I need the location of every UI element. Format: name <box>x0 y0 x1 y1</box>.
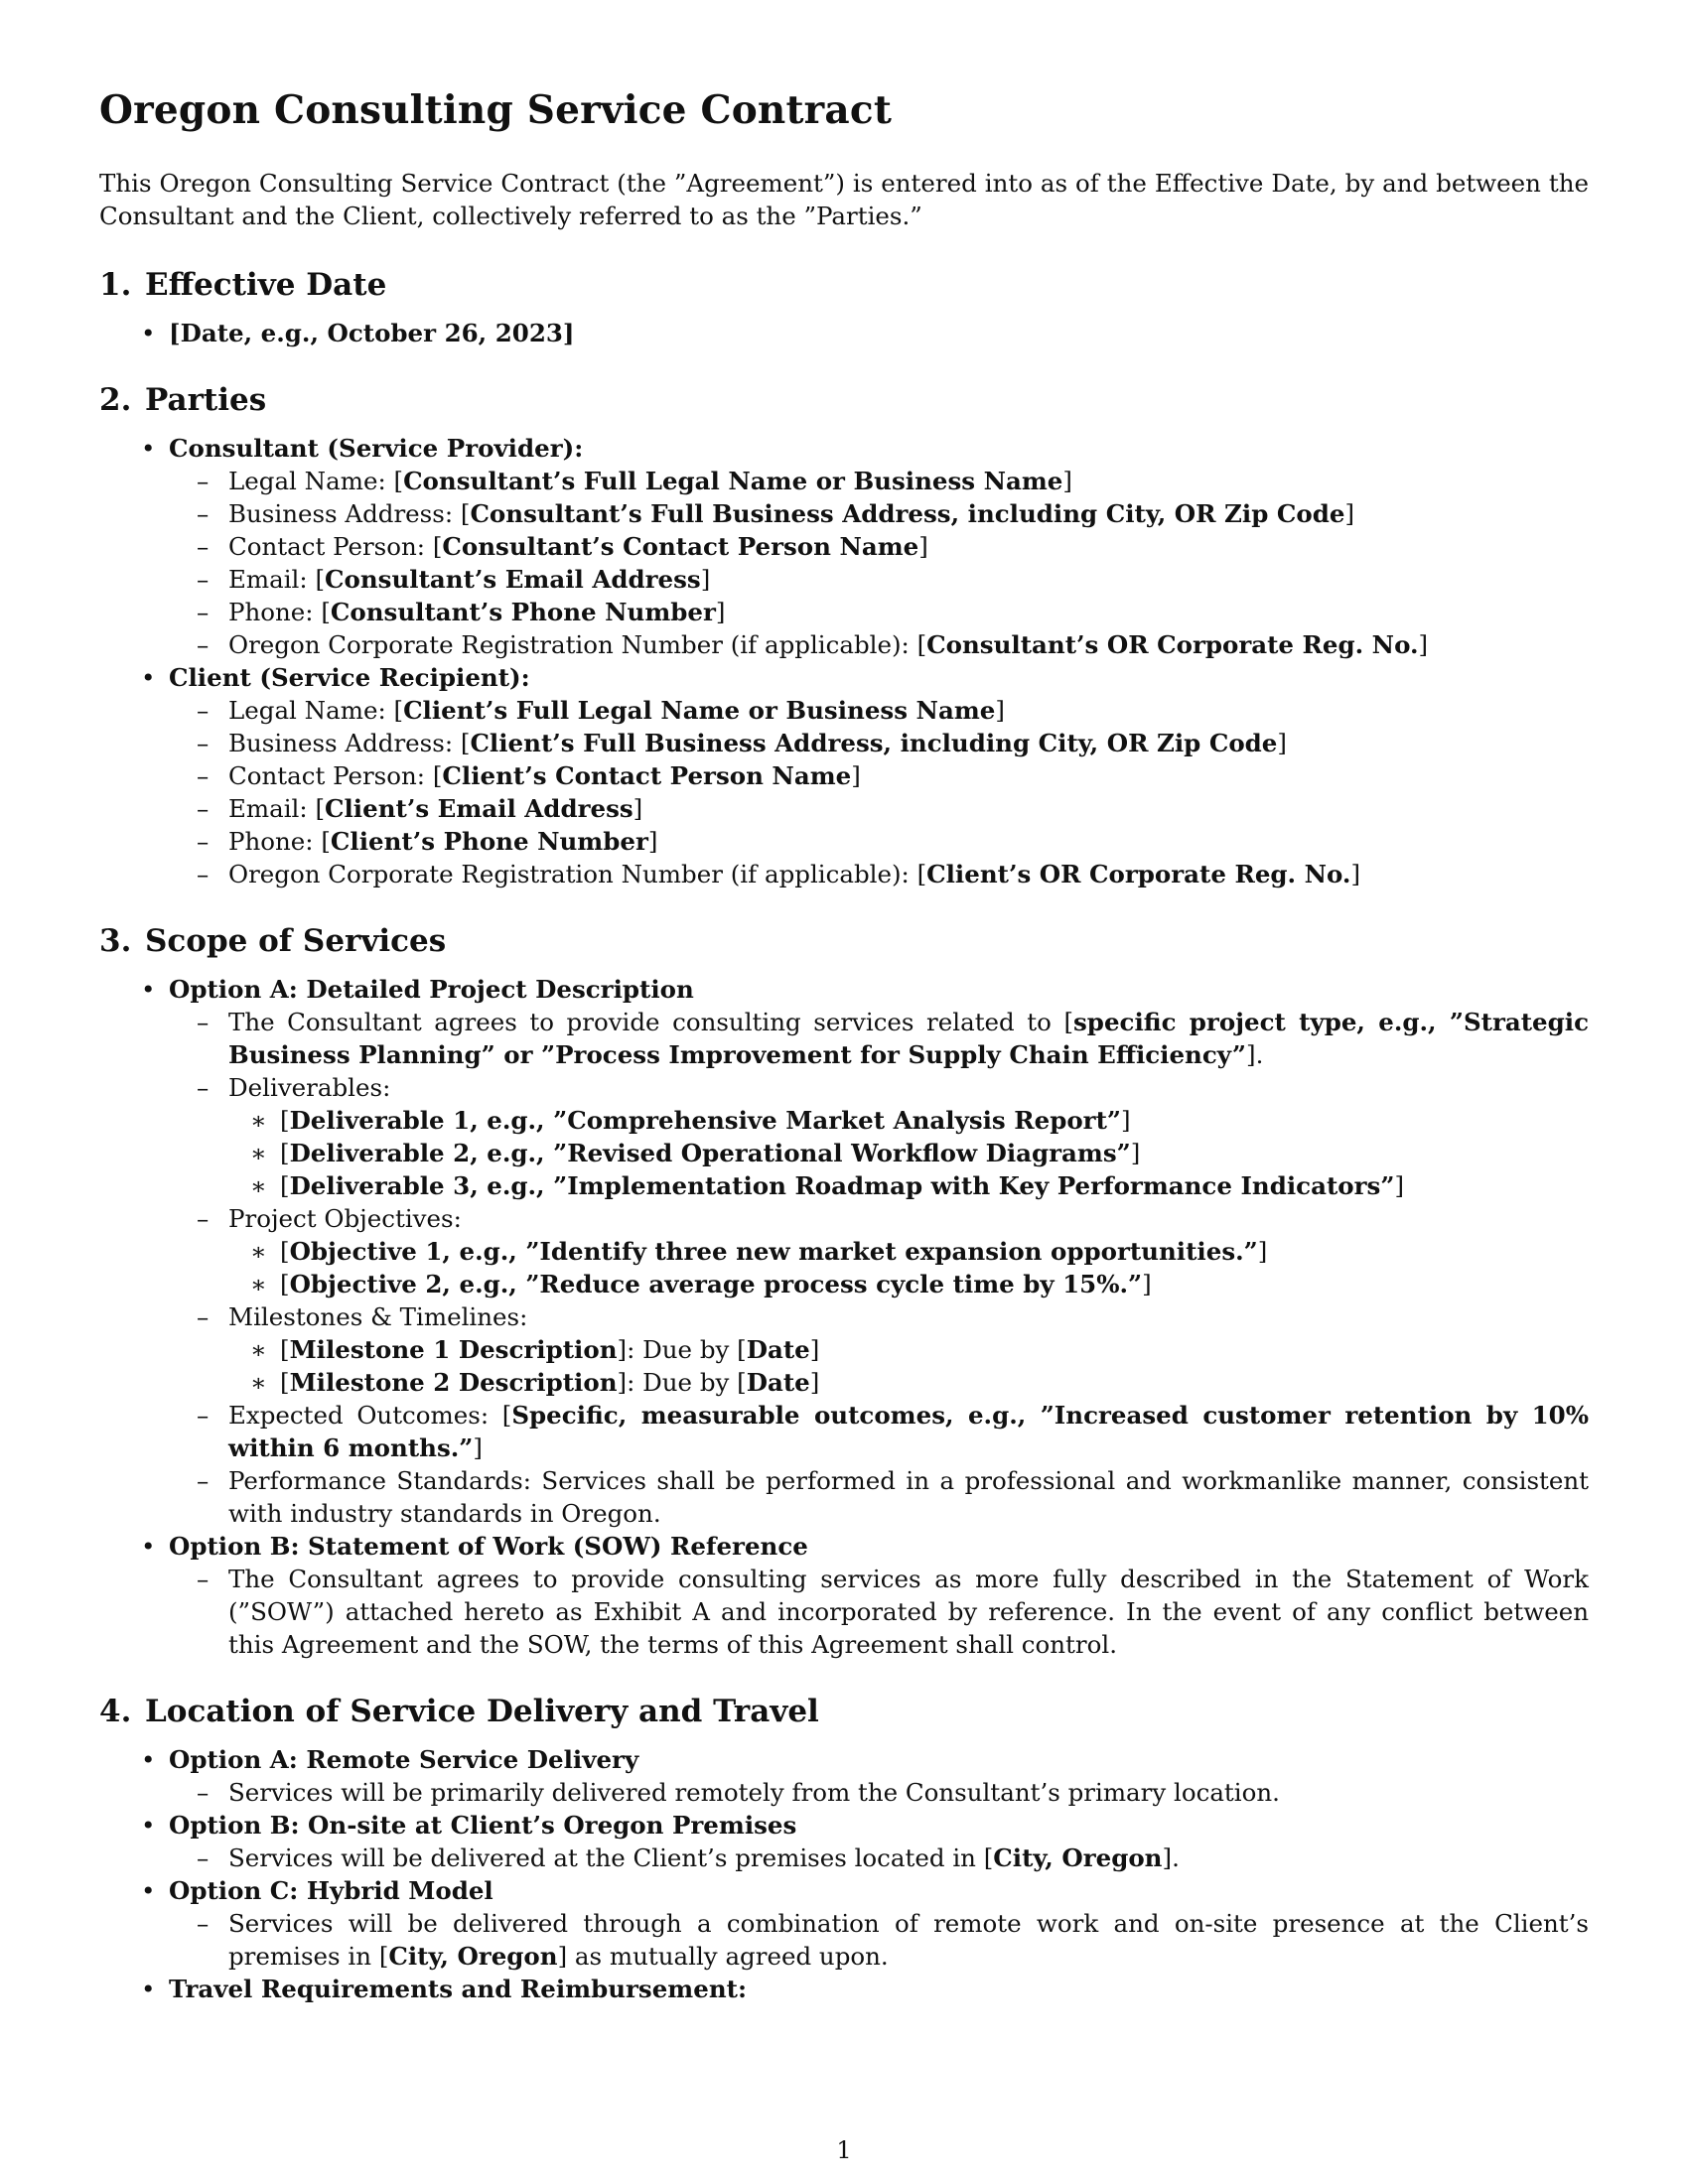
objectives-item: – Project Objectives: ∗ [Objective 1, e.g., ”Identify three new market expansion opportunities.”] ∗ [Objective 2, e.g., ”Reduce average process cycle time by 15%.”] <box>228 1202 1589 1300</box>
list-item: – Phone: [Consultant’s Phone Number] <box>228 596 1589 628</box>
list-item: – Business Address: [Client’s Full Business Address, including City, OR Zip Code] <box>228 727 1589 759</box>
client-block: • Client (Service Recipient): – Legal Name: [Client’s Full Legal Name or Business Name] – Business Address: [Client’s Full Business Address, including City, OR Zip Code] – Contact Person: [Client’s Contact Person Name] – Email: [Client’s Email Address] – Phone: [Client’s Phone Number] – Oregon Corporate Registration Number (if applicable): [Client’s OR Corporate Reg. No.] <box>169 661 1589 890</box>
list-item: ∗ [Objective 2, e.g., ”Reduce average process cycle time by 15%.”] <box>280 1268 1589 1300</box>
section-heading: 1. Effective Date <box>99 267 387 303</box>
document-page <box>99 87 1589 2038</box>
list-item: – Legal Name: [Consultant’s Full Legal Name or Business Name] <box>228 465 1589 497</box>
list-item: – Contact Person: [Client’s Contact Person Name] <box>228 759 1589 792</box>
section-location <box>99 1694 1589 2005</box>
list-item: – Email: [Consultant’s Email Address] <box>228 563 1589 596</box>
section-effective-date <box>99 267 1589 349</box>
list-item: – Performance Standards: Services shall be performed in a professional and workmanlike manner, consistent with industry standards in Oregon. <box>228 1464 1589 1530</box>
section-heading: 4. Location of Service Delivery and Travel <box>99 1694 819 1729</box>
list-item: – Email: [Client’s Email Address] <box>228 792 1589 825</box>
effective-date-item: • [Date, e.g., October 26, 2023] <box>169 317 1589 349</box>
section-parties <box>99 382 1589 890</box>
list-item: ∗ [Deliverable 3, e.g., ”Implementation Roadmap with Key Performance Indicators”] <box>280 1169 1589 1202</box>
list-item: – Phone: [Client’s Phone Number] <box>228 825 1589 858</box>
list-item: – The Consultant agrees to provide consulting services as more fully described in the Statement of Work (”SOW”) attached hereto as Exhibit A and incorporated by reference. In the event of any conflict between this Agreement and the SOW, the terms of this Agreement shall control. <box>228 1563 1589 1661</box>
option-b-block: • Option B: Statement of Work (SOW) Reference – The Consultant agrees to provide consulting services as more fully described in the Statement of Work (”SOW”) attached hereto as Exhibit A and incorporated by reference. In the event of any conflict between this Agreement and the SOW, the terms of this Agreement shall control. <box>169 1530 1589 1661</box>
list-item: ∗ [Milestone 1 Description]: Due by [Date] <box>280 1333 1589 1366</box>
list-item: – Contact Person: [Consultant’s Contact Person Name] <box>228 530 1589 563</box>
list-item: – Services will be delivered through a combination of remote work and on-site presence at the Client’s premises in [City, Oregon] as mutually agreed upon. <box>228 1907 1589 1973</box>
option-c-block: • Option C: Hybrid Model – Services will be delivered through a combination of remote work and on-site presence at the Client’s premises in [City, Oregon] as mutually agreed upon. <box>169 1874 1589 1973</box>
list-item: – Business Address: [Consultant’s Full Business Address, including City, OR Zip Code] <box>228 497 1589 530</box>
deliverables-item: – Deliverables: ∗ [Deliverable 1, e.g., ”Comprehensive Market Analysis Report”] ∗ [Deliverable 2, e.g., ”Revised Operational Workflow Diagrams”] ∗ [Deliverable 3, e.g., ”Implementation Roadmap with Key Performance Indicators”] <box>228 1071 1589 1202</box>
list-item: – Services will be primarily delivered remotely from the Consultant’s primary location. <box>228 1776 1589 1809</box>
travel-block: • Travel Requirements and Reimbursement: <box>169 1973 1589 2005</box>
consultant-block: • Consultant (Service Provider): – Legal Name: [Consultant’s Full Legal Name or Business Name] – Business Address: [Consultant’s Full Business Address, including City, OR Zip Code] – Contact Person: [Consultant’s Contact Person Name] – Email: [Consultant’s Email Address] – Phone: [Consultant’s Phone Number] – Oregon Corporate Registration Number (if applicable): [Consultant’s OR Corporate Reg. No.] <box>169 432 1589 661</box>
list-item: – Services will be delivered at the Client’s premises located in [City, Oregon]. <box>228 1842 1589 1874</box>
intro-paragraph: This Oregon Consulting Service Contract (the ”Agreement”) is entered into as of the Effective Date, by and between the Consultant and the Client, collectively referred to as the ”Parties.” <box>99 169 1589 230</box>
document-title: Oregon Consulting Service Contract <box>99 87 893 133</box>
section-heading: 2. Parties <box>99 382 267 418</box>
list-item: – Oregon Corporate Registration Number (if applicable): [Client’s OR Corporate Reg. No.] <box>228 858 1589 890</box>
list-item: – The Consultant agrees to provide consulting services related to [specific project type, e.g., ”Strategic Business Planning” or ”Process Improvement for Supply Chain Efficiency”]. <box>228 1006 1589 1071</box>
option-b-block: • Option B: On-site at Client’s Oregon Premises – Services will be delivered at the Client’s premises located in [City, Oregon]. <box>169 1809 1589 1874</box>
section-heading: 3. Scope of Services <box>99 923 447 959</box>
option-a-block: • Option A: Detailed Project Description – The Consultant agrees to provide consulting services related to [specific project type, e.g., ”Strategic Business Planning” or ”Process Improvement for Supply Chain Efficiency”]. – Deliverables: ∗ [Deliverable 1, e.g., ”Comprehensive Market Analysis Report”] ∗ [Deliverable 2, e.g., ”Revised Operational Workflow Diagrams”] ∗ [Deliverable 3, e.g., ”Implementation Roadmap with Key Performance Indicators”] – Project Objectives: ∗ [Objective 1, e.g., ”Identify three new market expansion opportunities.”] ∗ [Objective 2, e.g., ”Reduce average process cycle time by 15%.”] – Milestones & Timelines: ∗ [Milestone 1 Description]: Due by [Date] ∗ [Milestone 2 Description]: Due by [Date] – Expected Outcomes: [Specific, measurable outcomes, e.g., ”Increased customer retention by 10% within 6 months.”] – Performance Standards: Services shall be performed in a professional and workmanlike manner, consistent with industry standards in Oregon. <box>169 973 1589 1530</box>
list-item: – Legal Name: [Client’s Full Legal Name or Business Name] <box>228 694 1589 727</box>
list-item: – Oregon Corporate Registration Number (if applicable): [Consultant’s OR Corporate Reg. No.] <box>228 628 1589 661</box>
option-a-block: • Option A: Remote Service Delivery – Services will be primarily delivered remotely from the Consultant’s primary location. <box>169 1743 1589 1809</box>
list-item: ∗ [Deliverable 1, e.g., ”Comprehensive Market Analysis Report”] <box>280 1104 1589 1137</box>
list-item: ∗ [Deliverable 2, e.g., ”Revised Operational Workflow Diagrams”] <box>280 1137 1589 1169</box>
page-number: 1 <box>836 2136 852 2164</box>
section-scope <box>99 923 1589 1661</box>
list-item: ∗ [Objective 1, e.g., ”Identify three new market expansion opportunities.”] <box>280 1235 1589 1268</box>
list-item: ∗ [Milestone 2 Description]: Due by [Date] <box>280 1366 1589 1399</box>
milestones-item: – Milestones & Timelines: ∗ [Milestone 1 Description]: Due by [Date] ∗ [Milestone 2 Description]: Due by [Date] <box>228 1300 1589 1399</box>
list-item: – Expected Outcomes: [Specific, measurable outcomes, e.g., ”Increased customer retention by 10% within 6 months.”] <box>228 1399 1589 1464</box>
